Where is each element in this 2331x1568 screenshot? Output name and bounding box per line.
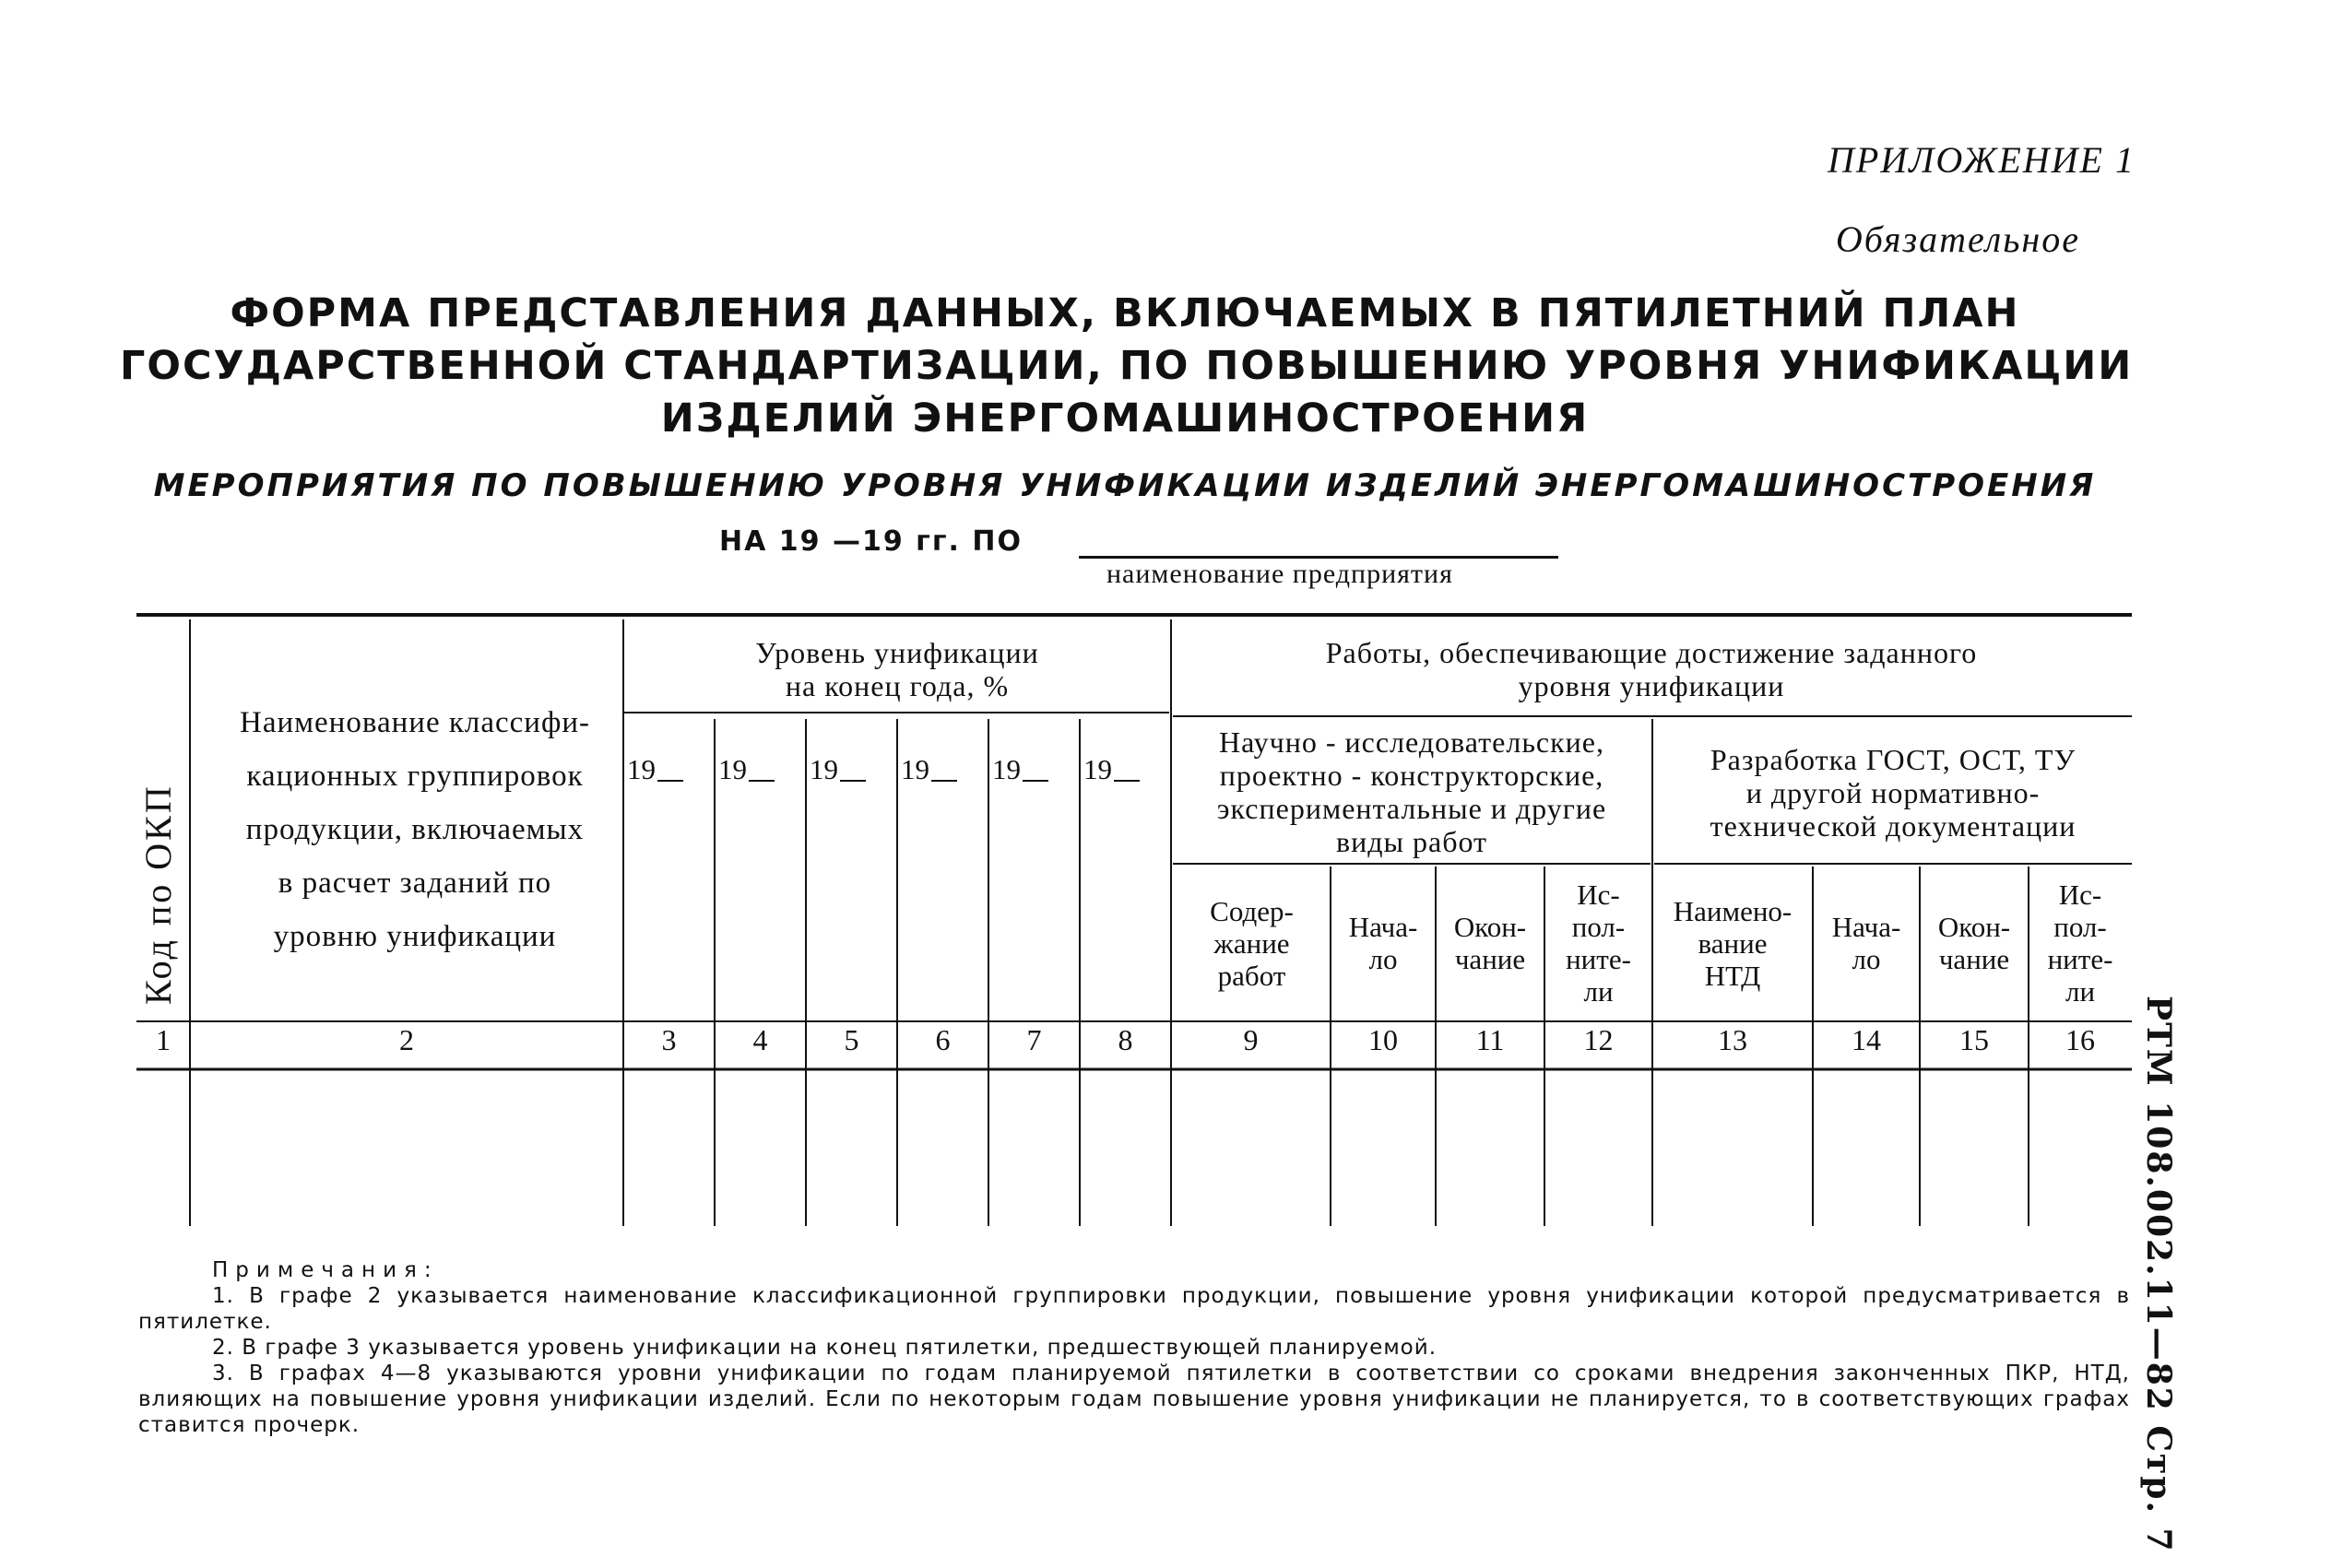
column-number: 3 — [661, 1023, 677, 1056]
period-label: НА 19 —19 гг. ПО — [719, 525, 1023, 558]
year-prefix: 19 — [992, 753, 1021, 785]
year-cell-4 — [718, 751, 775, 788]
column-number: 11 — [1475, 1023, 1505, 1056]
note-item: 3. В графах 4—8 указываются уровни унификации по годам планируемой пятилетки в соответствии со сроками внедрения законченных ПКР, НТД, влияющих на повышение уровня унификации изделий. Если по некоторым годам повышение уровня унификации не планируется, то в соответствующих графах ставится прочерк. — [138, 1362, 2130, 1437]
note-item: 1. В графе 2 указывается наименование классификационной группировки продукции, повышение уровня унификации которой предусматривается в пятилетке. — [138, 1284, 2130, 1334]
content-header — [1173, 868, 1331, 1018]
ntd-name-header-line: НТД — [1704, 959, 1761, 992]
column-number: 7 — [1026, 1023, 1042, 1056]
end-header-line: чание — [1454, 943, 1526, 975]
start-header-line: ло — [1852, 943, 1881, 975]
start-header-line: Нача- — [1831, 911, 1901, 943]
column-number: 14 — [1852, 1023, 1881, 1056]
year-prefix: 19 — [718, 753, 747, 785]
column-number: 1 — [156, 1023, 171, 1056]
ntd-name-header-line: вание — [1698, 926, 1768, 960]
mandatory-label: Обязательное — [1835, 218, 2080, 260]
notes-header: Примечания: — [212, 1258, 439, 1282]
year-cell-6 — [901, 751, 957, 788]
start-header — [1813, 868, 1920, 1018]
appendix-label: ПРИЛОЖЕНИЕ 1 — [1828, 139, 2136, 181]
title-line-1: ФОРМА ПРЕДСТАВЛЕНИЯ ДАННЫХ, ВКЛЮЧАЕМЫХ В ПЯТИЛЕТНИЙ ПЛАН — [230, 290, 2020, 336]
content-header-line: жание — [1213, 926, 1290, 960]
year-cell-3 — [627, 751, 683, 788]
classification-line: кационных группировок — [246, 760, 584, 793]
executors-header-line: Ис- — [2058, 878, 2102, 911]
standards-header-line: Разработка ГОСТ, ОСТ, ТУ — [1710, 743, 2077, 776]
works-header-line: Работы, обеспечивающие достижение заданного — [1325, 636, 1978, 669]
research-header-line: экспериментальные и другие — [1216, 792, 1607, 825]
end-header-line: Окон- — [1453, 911, 1527, 943]
executors-header — [1544, 868, 1652, 1018]
end-header-line: чание — [1938, 943, 2010, 975]
standards-header — [1654, 728, 2132, 857]
executors-header-line: Ис- — [1577, 878, 1620, 911]
start-header — [1331, 868, 1436, 1018]
okp-code-header: Код по ОКП — [137, 784, 179, 1005]
works-header-line: уровня унификации — [1518, 669, 1785, 702]
column-number: 15 — [1959, 1023, 1989, 1056]
year-prefix: 19 — [901, 753, 929, 785]
classification-line: Наименование классифи- — [240, 706, 590, 739]
research-header-line: Научно - исследовательские, — [1218, 725, 1604, 759]
start-header-line: Нача- — [1348, 911, 1418, 943]
column-number: 6 — [935, 1023, 951, 1056]
year-cell-8 — [1083, 751, 1140, 788]
research-header-line: проектно - конструкторские, — [1219, 759, 1604, 792]
ntd-name-header-line: Наимено- — [1673, 894, 1793, 927]
research-header-line: виды работ — [1335, 825, 1488, 858]
standards-header-line: технической документации — [1710, 809, 2077, 843]
content-header-line: Содер- — [1210, 894, 1294, 927]
executors-header — [2029, 868, 2132, 1018]
level-header — [623, 632, 1171, 706]
column-number: 2 — [399, 1023, 414, 1056]
year-cell-7 — [992, 751, 1048, 788]
enterprise-caption: наименование предприятия — [1106, 559, 1453, 589]
year-prefix: 19 — [810, 753, 838, 785]
end-header — [1920, 868, 2029, 1018]
content-header-line: работ — [1217, 959, 1286, 992]
executors-header-line: пол- — [1571, 911, 1626, 943]
research-header — [1173, 723, 1651, 861]
title-line-2: ГОСУДАРСТВЕННОЙ СТАНДАРТИЗАЦИИ, ПО ПОВЫШЕНИЮ УРОВНЯ УНИФИКАЦИИ — [120, 343, 2134, 389]
column-number: 9 — [1243, 1023, 1259, 1056]
column-number: 13 — [1718, 1023, 1747, 1056]
executors-header-line: ните- — [2047, 943, 2113, 975]
note-item: 2. В графе 3 указывается уровень унификации на конец пятилетки, предшествующей планируемой. — [212, 1336, 1438, 1360]
end-header-line: Окон- — [1937, 911, 2011, 943]
end-header — [1436, 868, 1544, 1018]
standards-header-line: и другой нормативно- — [1745, 776, 2041, 809]
level-header-line: на конец года, % — [785, 669, 1010, 702]
ntd-name-header — [1652, 868, 1813, 1018]
executors-header-line: ли — [2065, 975, 2096, 1008]
executors-header-line: пол- — [2053, 911, 2107, 943]
works-header — [1171, 632, 2132, 706]
classification-line: продукции, включаемых — [245, 813, 585, 846]
column-number: 12 — [1583, 1023, 1614, 1056]
classification-line: уровню унификации — [273, 920, 557, 953]
year-prefix: 19 — [627, 753, 656, 785]
year-cell-5 — [810, 751, 866, 788]
column-number: 5 — [844, 1023, 859, 1056]
document-number: РТМ 108.002.11—82 Стр. 7 — [2139, 996, 2178, 1553]
title-line-3: ИЗДЕЛИЙ ЭНЕРГОМАШИНОСТРОЕНИЯ — [660, 395, 1590, 442]
column-number: 8 — [1118, 1023, 1133, 1056]
classification-line: в расчет заданий по — [278, 867, 552, 900]
column-number: 16 — [2065, 1023, 2095, 1056]
executors-header-line: ли — [1583, 975, 1614, 1008]
column-number: 4 — [752, 1023, 768, 1056]
year-prefix: 19 — [1083, 753, 1112, 785]
subtitle: МЕРОПРИЯТИЯ ПО ПОВЫШЕНИЮ УРОВНЯ УНИФИКАЦИИ ИЗДЕЛИЙ ЭНЕРГОМАШИНОСТРОЕНИЯ — [153, 467, 2097, 504]
start-header-line: ло — [1368, 943, 1398, 975]
notes — [138, 1257, 2130, 1438]
classification-header — [203, 696, 627, 963]
level-header-line: Уровень унификации — [755, 636, 1039, 669]
executors-header-line: ните- — [1566, 943, 1631, 975]
column-number: 10 — [1368, 1023, 1398, 1056]
